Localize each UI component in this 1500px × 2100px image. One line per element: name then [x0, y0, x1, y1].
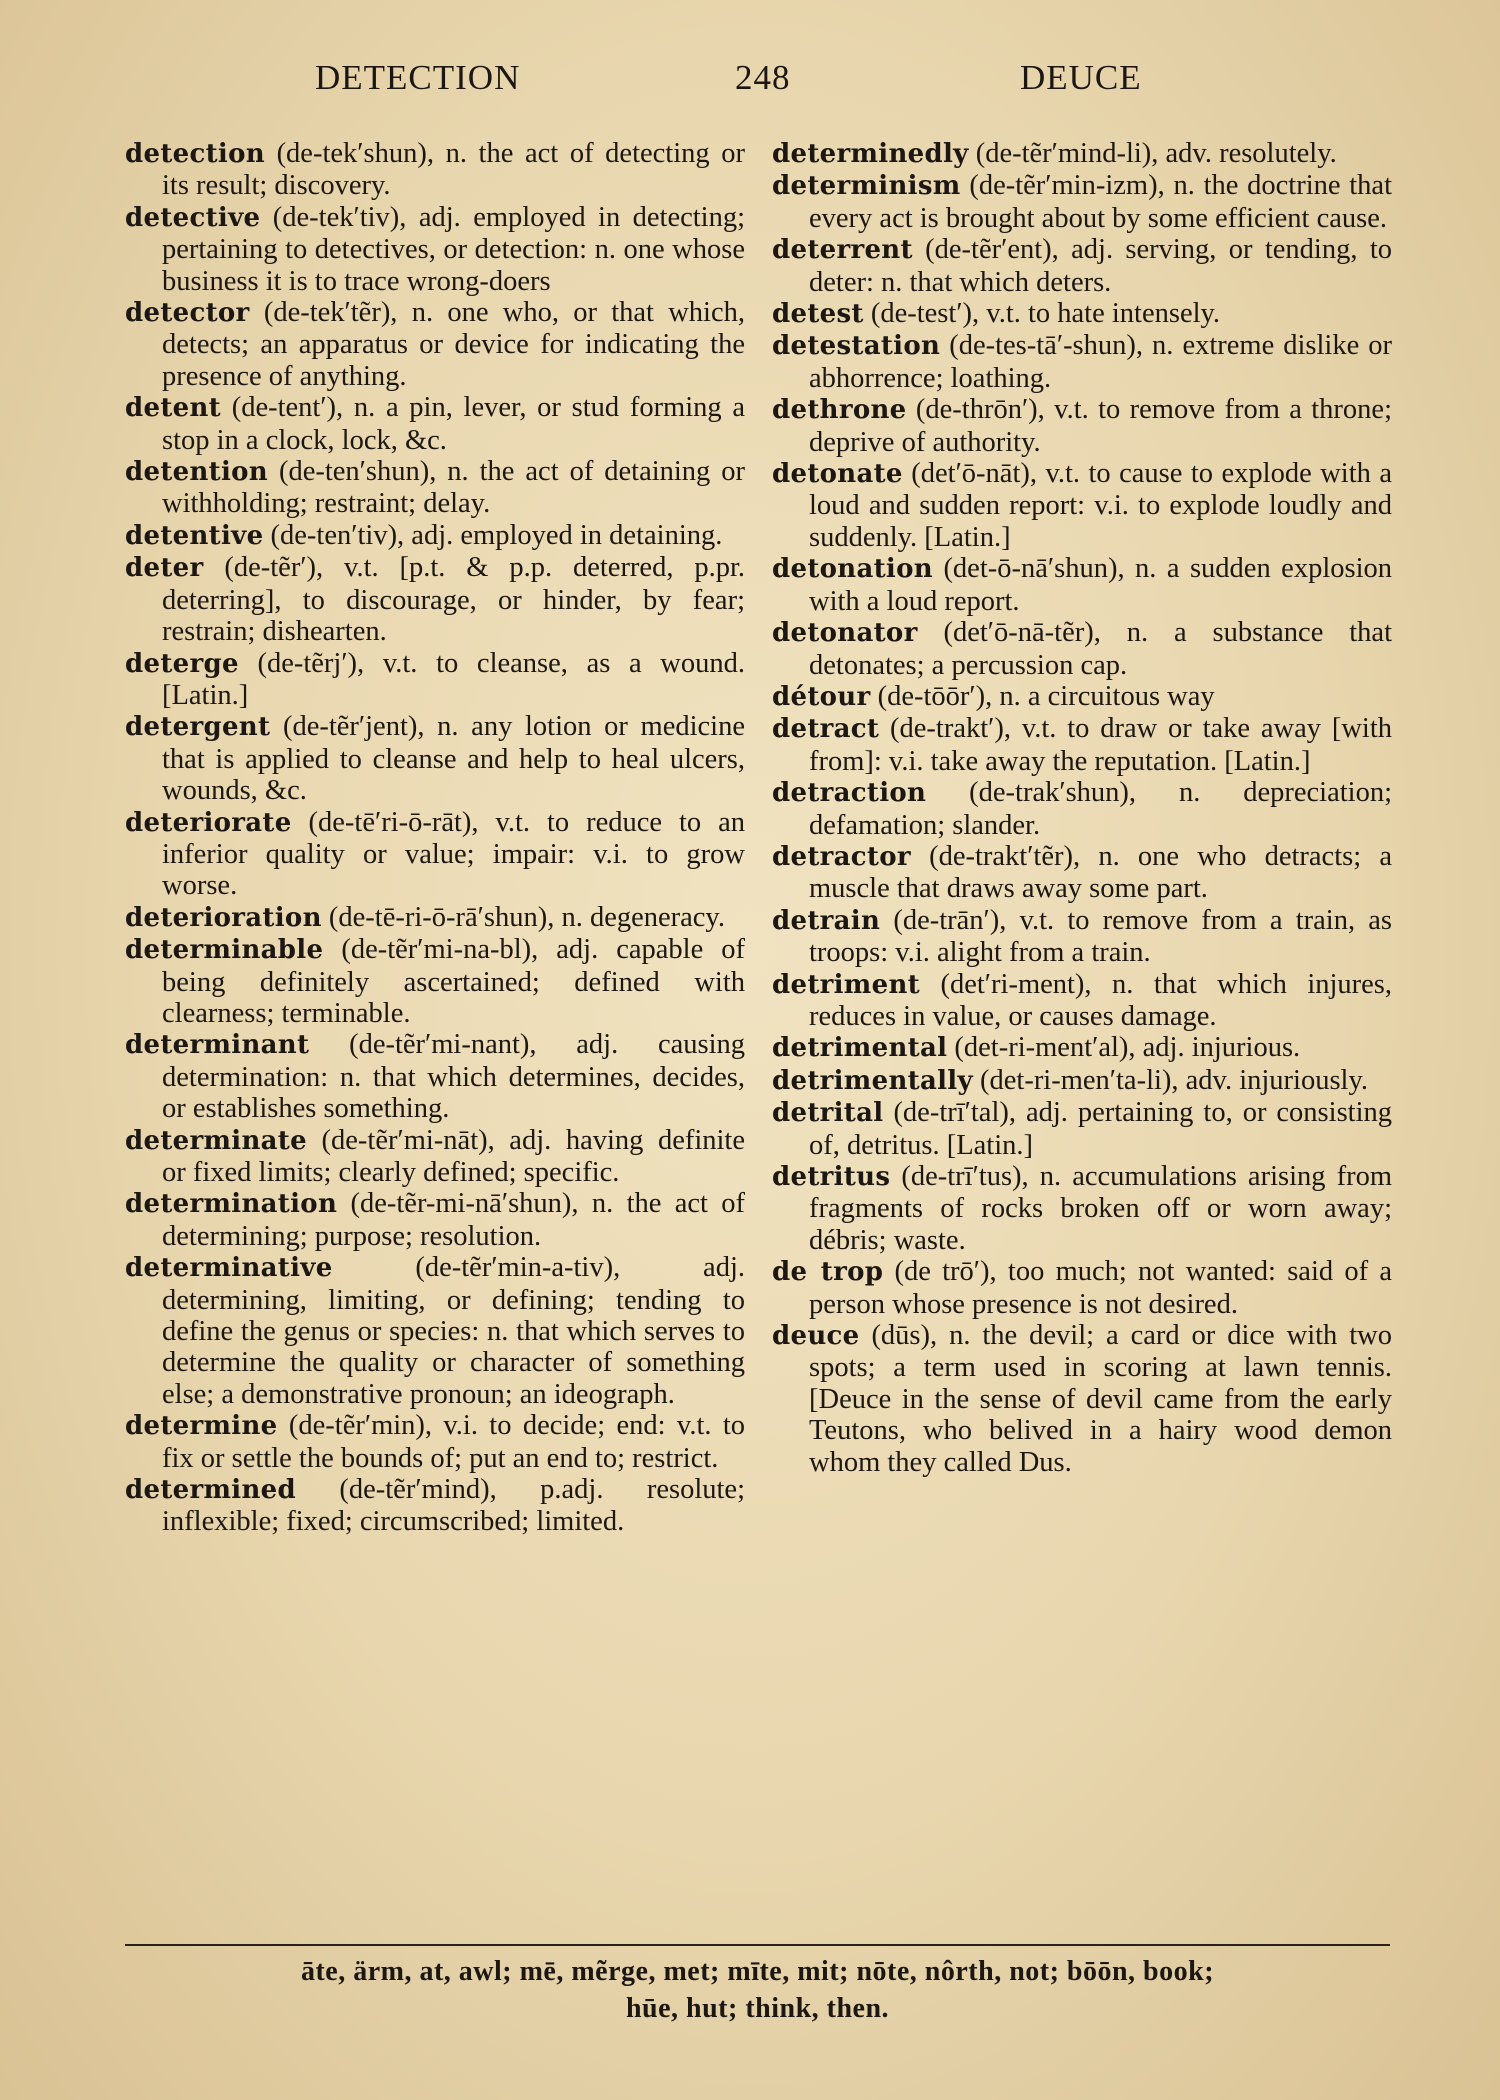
page-header — [0, 58, 1500, 98]
page-number: 248 — [735, 58, 791, 97]
dictionary-entry — [772, 394, 1392, 458]
definition: (de-tẽr-mi-nā′shun), n. the act of determining; purpose; resolution. — [162, 1188, 746, 1252]
dictionary-entry — [125, 1410, 745, 1474]
headword: detestation — [772, 331, 941, 362]
dictionary-entry — [125, 1188, 745, 1252]
dictionary-entry — [772, 330, 1392, 394]
definition: (de-ten′tiv), adj. employed in detaining. — [270, 519, 723, 551]
headword: deterge — [125, 648, 239, 679]
footer-rule — [125, 1944, 1390, 1946]
definition: (dūs), n. the devil; a card or dice with two spots; a term used in scoring at lawn tennis. [Deuce in the sense of devil came from the early Teutons, who belived in a hairy wood demon whom they called Dus. — [809, 1320, 1392, 1478]
dictionary-entry — [772, 298, 1392, 330]
definition: (de-tent′), n. a pin, lever, or stud forming a stop in a clock, lock, &c. — [162, 392, 745, 456]
headword: determinedly — [772, 139, 969, 169]
headword: detriment — [772, 969, 920, 1000]
dictionary-entry — [125, 1252, 745, 1410]
dictionary-entry — [772, 1032, 1392, 1064]
headword: de trop — [772, 1257, 884, 1288]
headword: deuce — [772, 1321, 860, 1352]
headword: deterioration — [125, 902, 322, 933]
headword: dethrone — [772, 395, 907, 426]
definition: (de-tē-ri-ō-rā′shun), n. degeneracy. — [328, 901, 725, 933]
definition: (det-ri-ment′al), adj. injurious. — [954, 1032, 1301, 1064]
pronunciation-key-line-2: hūe, hut; think, then. — [625, 1993, 890, 2024]
definition: (de-tẽr′min-a-tiv), adj. determining, limiting, or defining; tending to define the genus or species: n. that which serves to determine the quality or character of something else; a demonstrative pronoun; an ideograph. — [162, 1252, 745, 1410]
headword: determined — [125, 1475, 296, 1506]
definition: (de-ten′shun), n. the act of detaining or withholding; restraint; delay. — [162, 456, 745, 520]
definition: (de-trakt′tẽr), n. one who detracts; a muscle that draws away some part. — [809, 840, 1393, 905]
dictionary-entry — [772, 138, 1392, 170]
definition: (de-tẽr′mind), p.adj. resolute; inflexible; fixed; circumscribed; limited. — [162, 1474, 745, 1538]
dictionary-entry — [772, 458, 1392, 553]
definition: (de-trakt′), v.t. to draw or take away [with from]: v.i. take away the reputation. [Latin.] — [809, 713, 1392, 777]
dictionary-entry — [125, 1125, 745, 1189]
definition: (de-trān′), v.t. to remove from a train, as troops: v.i. alight from a train. — [809, 904, 1392, 969]
dictionary-entry — [125, 297, 745, 392]
definition: (de-thrōn′), v.t. to remove from a throne; deprive of authority. — [809, 394, 1392, 458]
definition: (de-tẽr′min-izm), n. the doctrine that every act is brought about by some efficient cause. — [809, 170, 1392, 234]
headword: detection — [125, 139, 265, 169]
dictionary-entry — [772, 1256, 1392, 1320]
definition: (de-trī′tus), n. accumulations arising from fragments of rocks broken off or worn away; débris; waste. — [809, 1161, 1392, 1256]
dictionary-entry — [125, 711, 745, 806]
headword: detritus — [772, 1162, 891, 1192]
dictionary-entry — [772, 969, 1392, 1033]
definition: (det-ō-nā′shun), n. a sudden explosion with a loud report. — [809, 553, 1392, 617]
headword: determine — [125, 1411, 278, 1442]
headword: deterrent — [772, 235, 913, 266]
dictionary-entry — [772, 1161, 1392, 1256]
headword: detraction — [772, 778, 927, 809]
dictionary-entry — [125, 202, 745, 297]
dictionary-entry — [125, 1029, 745, 1124]
headword: determination — [125, 1189, 338, 1220]
left-column — [125, 138, 745, 1938]
headword: detrain — [772, 905, 881, 936]
definition: (det-ri-men′ta-li), adv. injuriously. — [980, 1064, 1368, 1096]
dictionary-entry — [125, 552, 745, 647]
dictionary-entry — [772, 841, 1392, 905]
dictionary-entry — [772, 170, 1392, 234]
dictionary-entry — [772, 617, 1392, 681]
headword: detonation — [772, 554, 933, 585]
dictionary-entry — [772, 1097, 1392, 1161]
dictionary-entry — [772, 1065, 1392, 1097]
headword: detonator — [772, 618, 918, 649]
definition: (de-tẽr′mi-nāt), adj. having definite or fixed limits; clearly defined; specific. — [162, 1124, 745, 1188]
definition: (de-tek′tẽr), n. one who, or that which, detects; an apparatus or device for indicating the presence of anything. — [162, 297, 745, 392]
definition: (de-test′), v.t. to hate intensely. — [870, 298, 1221, 330]
dictionary-entry — [772, 553, 1392, 617]
dictionary-entry — [772, 681, 1392, 713]
headword: detrimental — [772, 1033, 948, 1064]
definition: (de-tek′tiv), adj. employed in detecting; pertaining to detectives, or detection: n. one whose business it is to trace wrong-doers — [162, 201, 745, 297]
headword: determinism — [772, 171, 961, 202]
headword: detent — [125, 393, 221, 424]
headword: detest — [772, 299, 864, 330]
dictionary-entry — [125, 138, 745, 202]
definition: (de-tẽr′min), v.i. to decide; end: v.t. to fix or settle the bounds of; put an end to; restrict. — [162, 1410, 746, 1474]
headword: detrimentally — [772, 1065, 973, 1096]
headword: detective — [125, 202, 261, 233]
headword: detention — [125, 457, 269, 488]
dictionary-entry — [125, 456, 745, 520]
headword: deteriorate — [125, 807, 292, 838]
dictionary-entry — [125, 392, 745, 456]
headword: determinative — [125, 1253, 333, 1284]
dictionary-entry — [125, 902, 745, 934]
dictionary-entry — [772, 905, 1392, 969]
definition: (det′ō-nāt), v.t. to cause to explode with a loud and sudden report: v.i. to explode loudly and suddenly. [Latin.] — [809, 458, 1393, 553]
dictionary-entry — [125, 807, 745, 902]
headword: detergent — [125, 712, 271, 743]
dictionary-entry — [772, 713, 1392, 777]
headword: detrital — [772, 1098, 884, 1129]
definition: (de-tẽr′ent), adj. serving, or tending, to deter: n. that which deters. — [809, 234, 1392, 298]
headword: determinate — [125, 1125, 307, 1156]
definition: (de-tẽr′mi-na-bl), adj. capable of being definitely ascertained; defined with clearness; terminable. — [162, 934, 745, 1029]
definition: (de-tẽr′), v.t. [p.t. & p.p. deterred, p.pr. deterring], to discourage, or hinder, by fear; restrain; dishearten. — [162, 552, 746, 648]
right-guide-word: DEUCE — [1020, 58, 1142, 97]
definition: (de trō′), too much; not wanted: said of a person whose presence is not desired. — [809, 1256, 1393, 1320]
pronunciation-key-line-1: āte, ärm, at, awl; mē, mẽrge, met; mīte, mit; nōte, nôrth, not; bōōn, book; — [300, 1956, 1215, 1987]
dictionary-entry — [125, 1474, 745, 1538]
definition: (det′ō-nā-tẽr), n. a substance that detonates; a percussion cap. — [809, 617, 1392, 681]
headword: détour — [772, 681, 871, 712]
dictionary-entry — [125, 520, 745, 552]
headword: determinant — [125, 1030, 310, 1061]
definition: (de-tē′ri-ō-rāt), v.t. to reduce to an inferior quality or value; impair: v.i. to grow worse. — [162, 806, 746, 902]
left-guide-word: DETECTION — [315, 58, 521, 97]
headword: detractor — [772, 841, 911, 872]
definition: (de-tōōr′), n. a circuitous way — [877, 680, 1215, 712]
headword: deter — [125, 553, 204, 584]
definition: (de-tes-tā′-shun), n. extreme dislike or abhorrence; loathing. — [809, 330, 1393, 394]
dictionary-entry — [772, 777, 1392, 841]
headword: detract — [772, 714, 880, 745]
headword: detonate — [772, 459, 903, 490]
dictionary-entry — [772, 234, 1392, 298]
dictionary-entry — [125, 934, 745, 1029]
definition: (de-tẽr′mi-nant), adj. causing determination: n. that which determines, decides, or establishes something. — [162, 1029, 746, 1125]
definition: (de-trak′shun), n. depreciation; defamation; slander. — [809, 777, 1392, 841]
definition: (det′ri-ment), n. that which injures, reduces in value, or causes damage. — [809, 968, 1393, 1032]
right-column — [772, 138, 1392, 1938]
definition: (de-tek′shun), n. the act of detecting or its result; discovery. — [162, 138, 745, 202]
definition: (de-tẽrj′), v.t. to cleanse, as a wound. [Latin.] — [162, 647, 745, 711]
dictionary-entry — [125, 648, 745, 712]
headword: detector — [125, 298, 250, 329]
headword: detentive — [125, 520, 264, 551]
dictionary-entry — [772, 1320, 1392, 1478]
definition: (de-tẽr′jent), n. any lotion or medicine that is applied to cleanse and help to heal ulcers, wounds, &c. — [162, 711, 745, 807]
definition: (de-tẽr′mind-li), adv. resolutely. — [975, 138, 1337, 169]
definition: (de-trī′tal), adj. pertaining to, or consisting of, detritus. [Latin.] — [809, 1097, 1392, 1161]
headword: determinable — [125, 935, 324, 966]
